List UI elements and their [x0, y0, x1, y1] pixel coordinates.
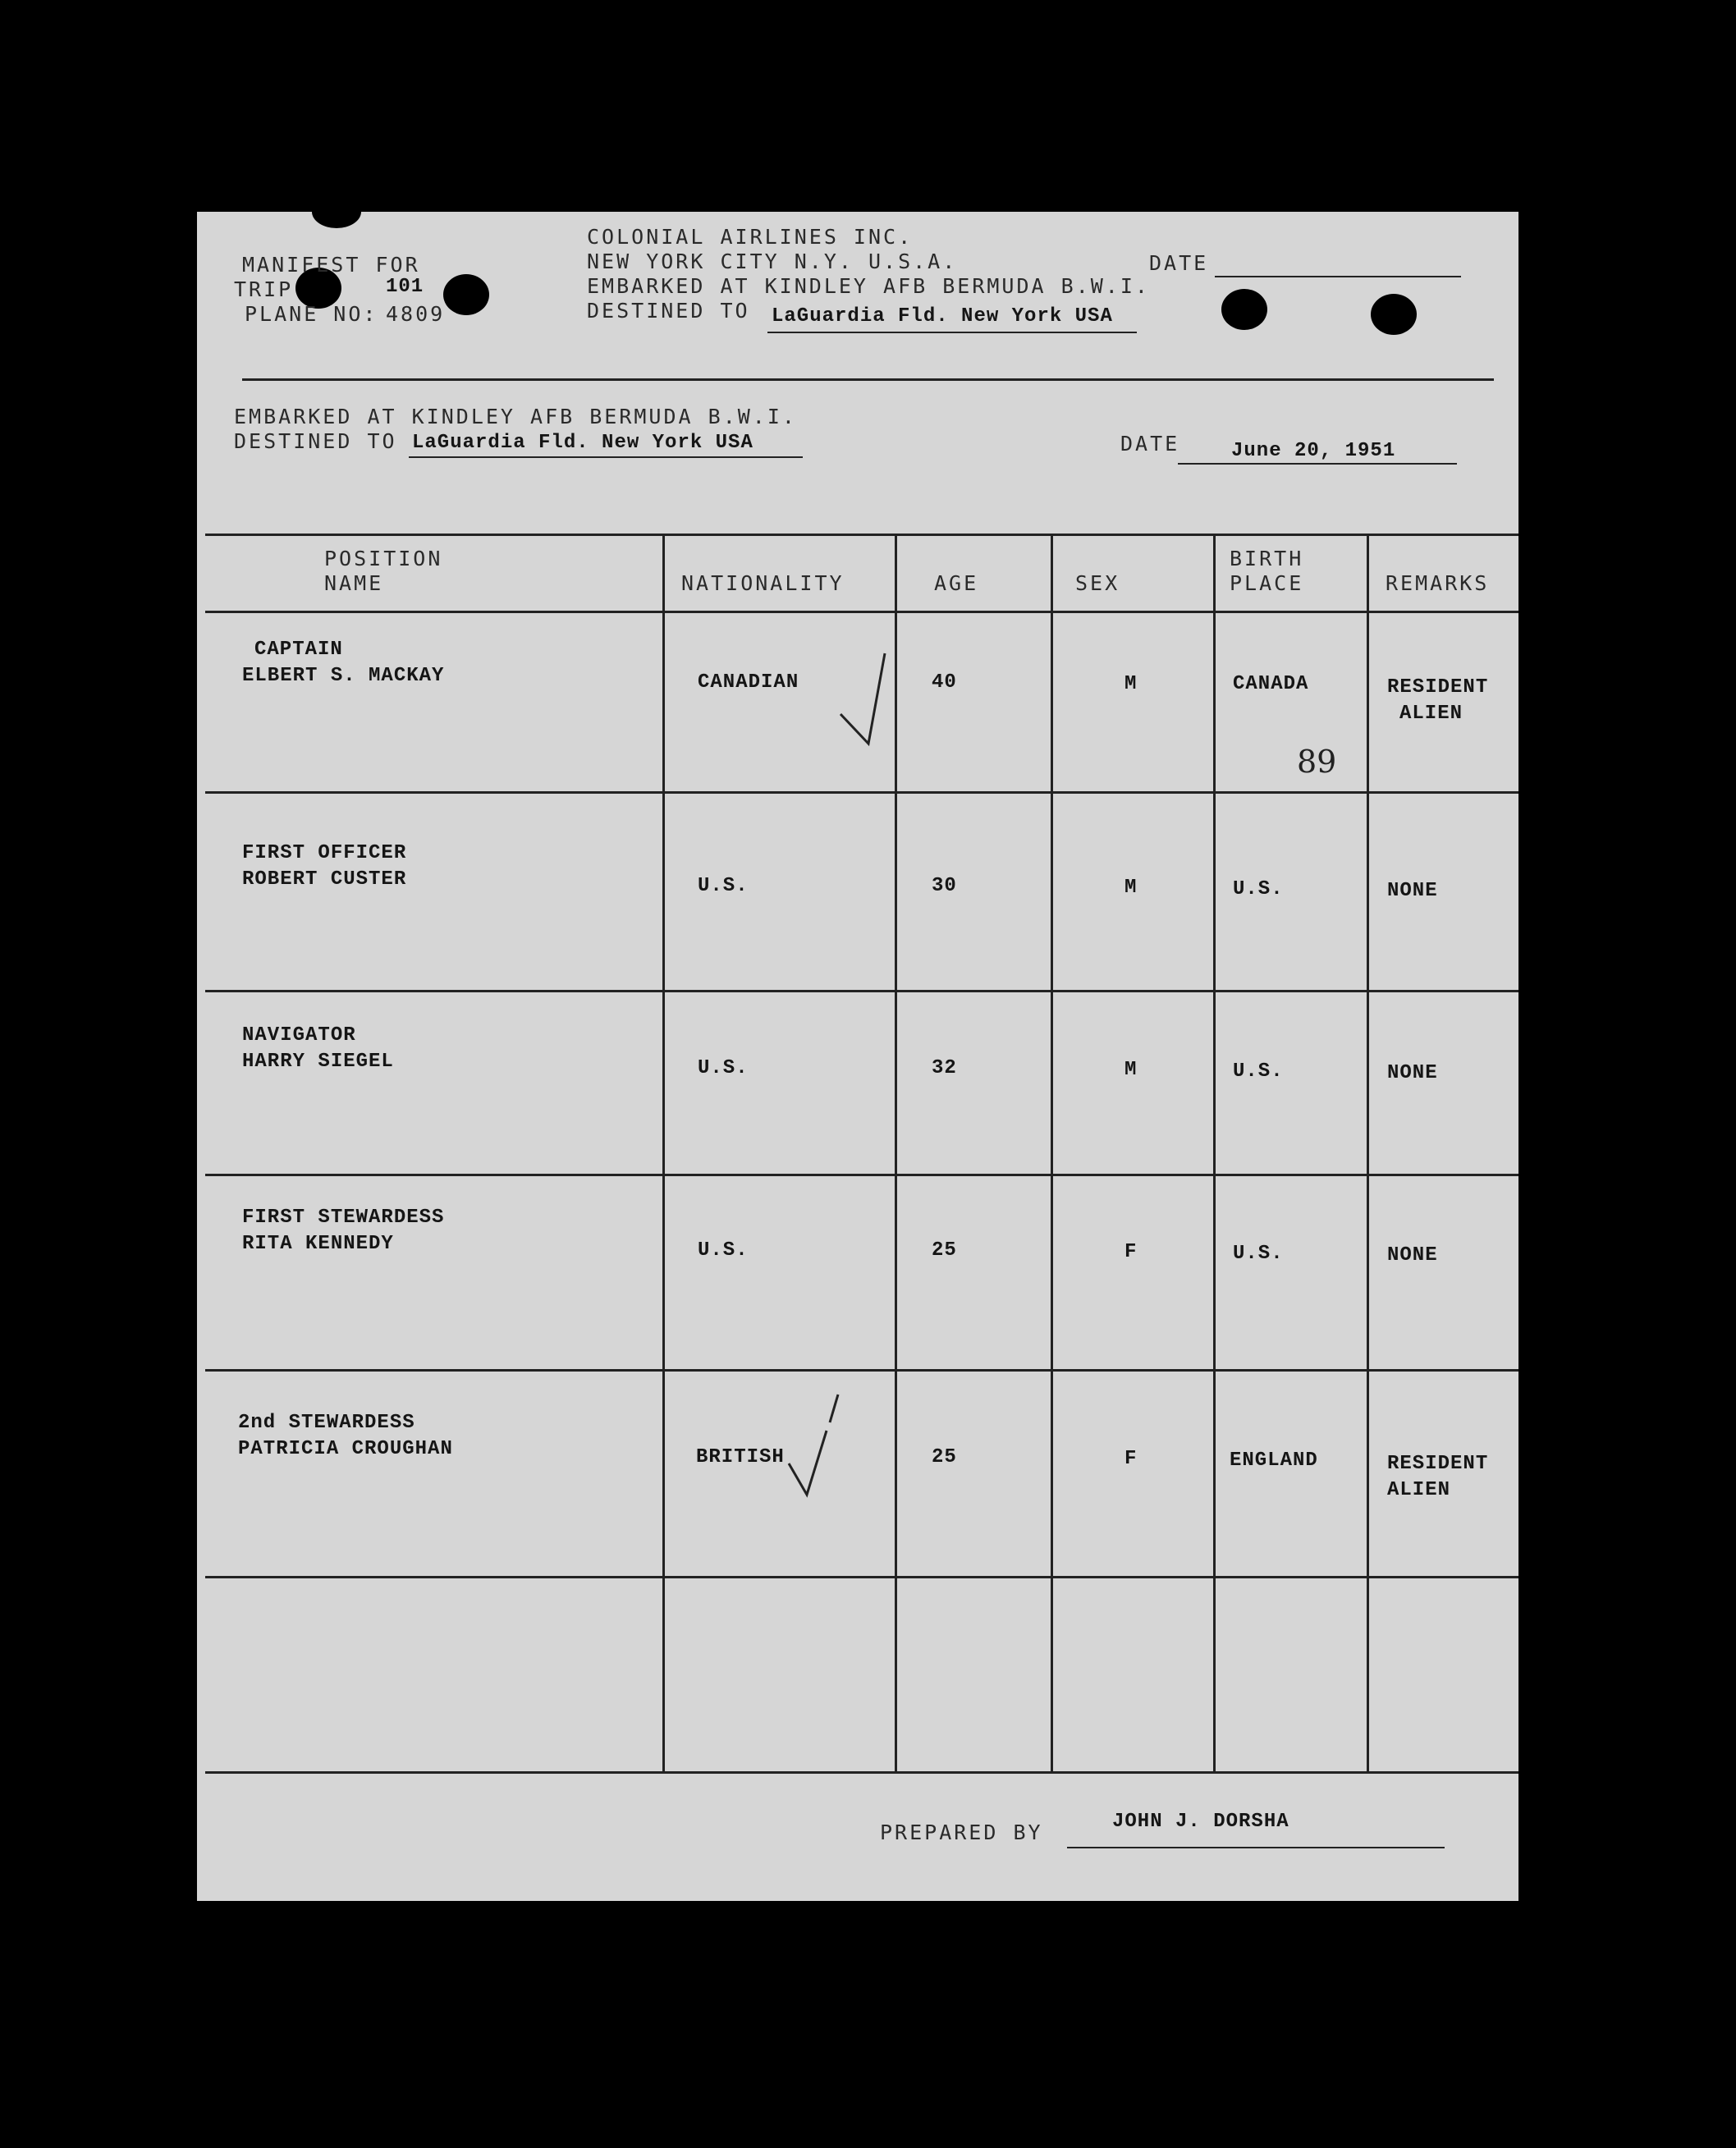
row-5-position: 2nd STEWARDESS	[238, 1412, 415, 1434]
header-destined-label: DESTINED TO	[587, 299, 750, 323]
row-4-sex: F	[1125, 1241, 1138, 1263]
header-date-label: DATE	[1149, 251, 1209, 275]
company-city: NEW YORK CITY N.Y. U.S.A.	[587, 250, 958, 273]
row-rule	[205, 1174, 1518, 1176]
manifest-for-label: MANIFEST FOR	[242, 253, 420, 277]
col-header-name: NAME	[324, 571, 384, 595]
col-header-position: POSITION	[324, 547, 443, 570]
row-4-age: 25	[932, 1239, 957, 1262]
trip-number: 101	[386, 276, 424, 298]
row-1-nationality: CANADIAN	[698, 671, 799, 694]
row-4-position: FIRST STEWARDESS	[242, 1207, 445, 1229]
checkmark-icon	[837, 647, 911, 753]
row-2-position: FIRST OFFICER	[242, 842, 407, 864]
row-3-remarks: NONE	[1387, 1062, 1438, 1084]
header-destined-value: LaGuardia Fld. New York USA	[772, 305, 1113, 327]
col-rule	[1051, 534, 1053, 1771]
header-embarked: EMBARKED AT KINDLEY AFB BERMUDA B.W.I.	[587, 274, 1150, 298]
prepared-by-underline	[1067, 1847, 1445, 1848]
row-1-age: 40	[932, 671, 957, 694]
torn-corner-icon	[312, 195, 361, 228]
prepared-by-label: PREPARED BY	[880, 1821, 1043, 1844]
row-3-birthplace: U.S.	[1233, 1060, 1284, 1083]
sub-destined-underline	[409, 456, 803, 458]
date-underline	[1215, 276, 1461, 277]
row-5-birthplace: ENGLAND	[1230, 1450, 1318, 1472]
row-5-remarks-1: RESIDENT	[1387, 1453, 1489, 1475]
table-header-rule	[205, 611, 1518, 613]
row-1-sex: M	[1125, 673, 1138, 695]
row-rule	[205, 990, 1518, 992]
row-1-name: ELBERT S. MACKAY	[242, 665, 445, 687]
row-2-birthplace: U.S.	[1233, 878, 1284, 900]
row-rule	[205, 791, 1518, 794]
col-header-age: AGE	[934, 571, 979, 595]
row-5-nationality: BRITISH	[696, 1446, 785, 1468]
trip-label: TRIP	[234, 277, 294, 301]
col-header-nationality: NATIONALITY	[681, 571, 845, 595]
row-5-remarks-2: ALIEN	[1387, 1479, 1451, 1501]
row-4-birthplace: U.S.	[1233, 1243, 1284, 1265]
row-4-name: RITA KENNEDY	[242, 1233, 394, 1255]
row-3-name: HARRY SIEGEL	[242, 1051, 394, 1073]
row-2-name: ROBERT CUSTER	[242, 868, 407, 891]
sub-date-underline	[1178, 463, 1457, 465]
col-rule	[1367, 534, 1369, 1771]
punch-hole-icon	[1221, 289, 1267, 330]
row-2-nationality: U.S.	[698, 875, 749, 897]
row-3-position: NAVIGATOR	[242, 1024, 356, 1047]
row-2-sex: M	[1125, 877, 1138, 899]
row-2-remarks: NONE	[1387, 880, 1438, 902]
table-top-rule	[205, 534, 1518, 536]
col-rule	[1213, 534, 1216, 1771]
header-divider	[242, 378, 1494, 381]
row-4-remarks: NONE	[1387, 1244, 1438, 1266]
row-3-age: 32	[932, 1057, 957, 1079]
col-header-birth: BIRTH	[1230, 547, 1304, 570]
plane-label: PLANE NO:	[245, 302, 378, 326]
prepared-by-name: JOHN J. DORSHA	[1112, 1811, 1289, 1833]
row-5-age: 25	[932, 1446, 957, 1468]
row-3-nationality: U.S.	[698, 1057, 749, 1079]
row-2-age: 30	[932, 875, 957, 897]
plane-number: 4809	[386, 302, 446, 326]
sub-date-value: June 20, 1951	[1231, 440, 1396, 462]
row-4-nationality: U.S.	[698, 1239, 749, 1262]
table-bottom-rule	[205, 1771, 1518, 1774]
col-header-remarks: REMARKS	[1386, 571, 1490, 595]
col-header-place: PLACE	[1230, 571, 1304, 595]
destined-underline	[767, 332, 1137, 333]
row-3-sex: M	[1125, 1059, 1138, 1081]
row-1-remarks-1: RESIDENT	[1387, 676, 1489, 698]
checkmark-icon	[784, 1390, 850, 1505]
manifest-sheet	[197, 212, 1518, 1901]
company-name: COLONIAL AIRLINES INC.	[587, 225, 914, 249]
punch-hole-icon	[1371, 294, 1417, 335]
sub-date-label: DATE	[1120, 432, 1180, 456]
sub-destined-label: DESTINED TO	[234, 429, 397, 453]
col-header-sex: SEX	[1075, 571, 1120, 595]
row-5-sex: F	[1125, 1448, 1138, 1470]
row-5-name: PATRICIA CROUGHAN	[238, 1438, 453, 1460]
row-1-remarks-2: ALIEN	[1399, 703, 1463, 725]
sub-embarked: EMBARKED AT KINDLEY AFB BERMUDA B.W.I.	[234, 405, 797, 428]
punch-hole-icon	[443, 274, 489, 315]
handwritten-page-number: 89	[1297, 744, 1337, 780]
col-rule	[662, 534, 665, 1771]
row-1-birthplace: CANADA	[1233, 673, 1309, 695]
sub-destined-value: LaGuardia Fld. New York USA	[412, 432, 753, 454]
row-rule	[205, 1576, 1518, 1578]
row-1-position: CAPTAIN	[254, 639, 343, 661]
row-rule	[205, 1369, 1518, 1372]
